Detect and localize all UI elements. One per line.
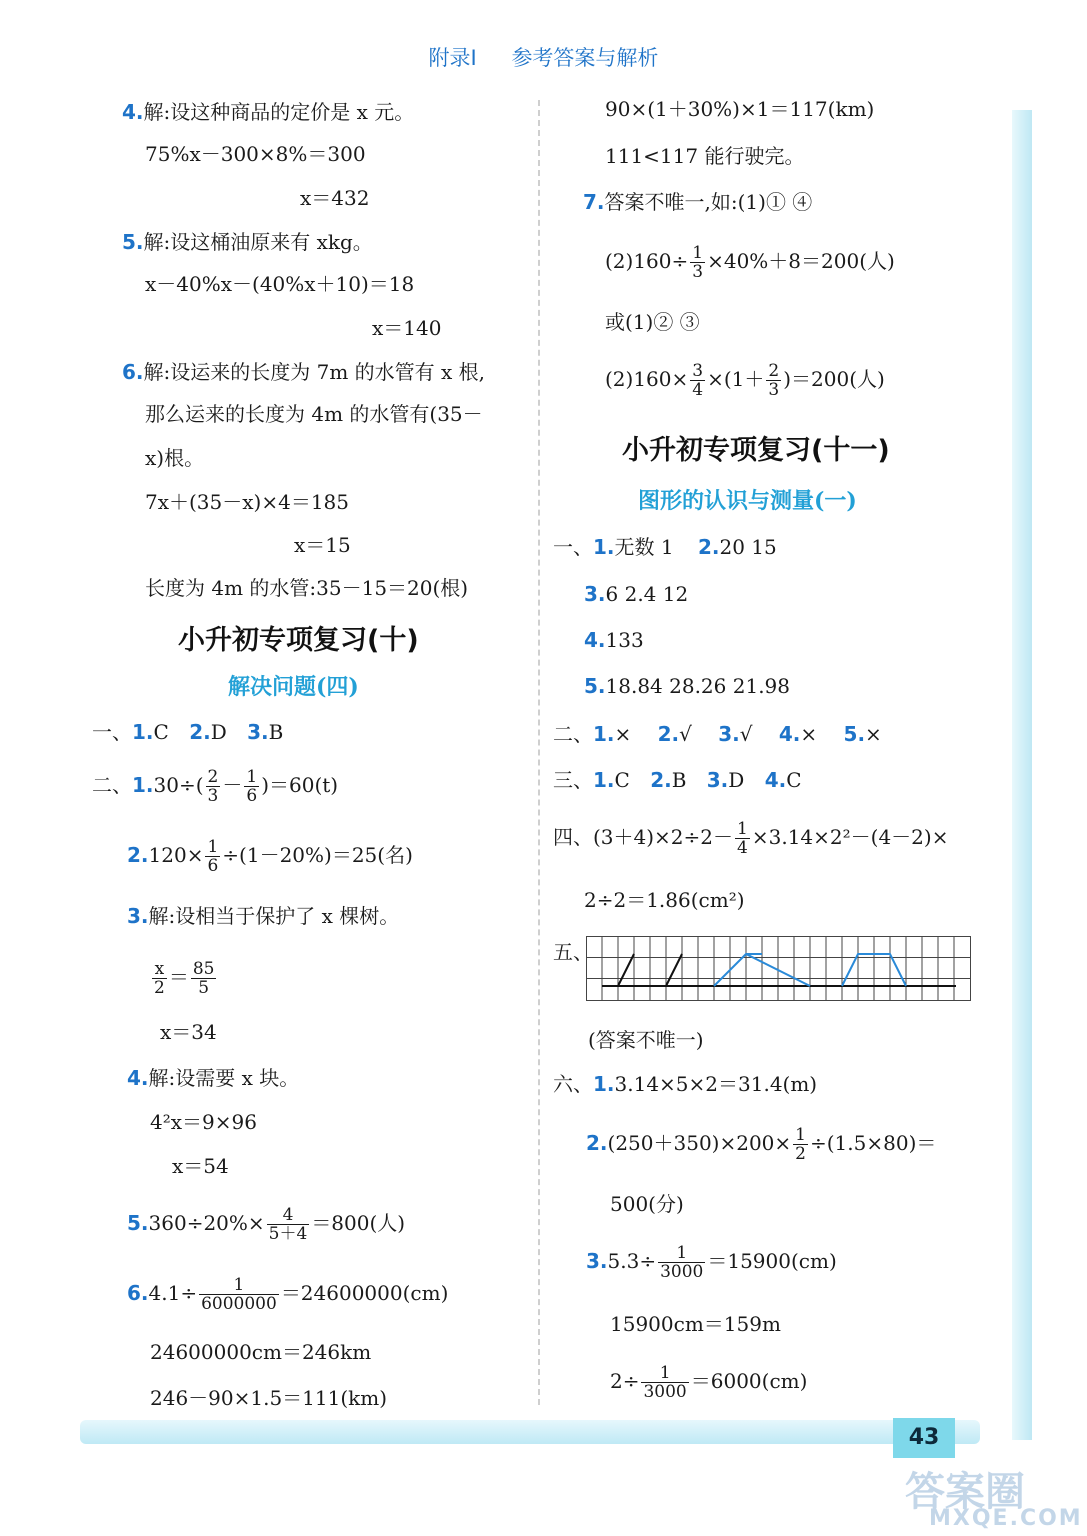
fraction: $\frac{85}{5}$ [192,959,215,998]
question-number: 4. [584,628,606,652]
right-part-three: 三、1.C 2.B 3.D 4.C [553,768,802,792]
fraction-equation: $\frac{x}{2}$ ＝ $\frac{85}{5}$ [154,959,215,998]
question-number: 5. [127,1211,149,1235]
left-part-two-q3: 3.解:设相当于保护了 x 棵树。 [127,904,400,928]
right-part-one-q4: 4.133 [584,628,644,652]
question-number: 2. [650,768,672,792]
answer-text: 2÷2＝1.86(cm²) [584,888,745,912]
right-part-one-q1: 一、1.无数 1 2.20 15 [553,535,777,559]
question-number: 2. [657,722,680,746]
left-part-two-q5: 5.360÷20%× $\frac{4}{5+4}$ ＝800(人) [127,1205,406,1244]
left-part-two-q2: 2.120× $\frac{1}{6}$ ÷(1－20%)＝25(名) [127,837,413,876]
answer-text: 500(分) [610,1192,684,1216]
fraction: $\frac{1}{6}$ [246,767,258,806]
question-number: 5. [584,674,606,698]
right-q7: 7.答案不唯一,如:(1)① ④ [583,190,813,214]
question-number: 1. [132,720,154,744]
question-number: 2. [586,1131,608,1155]
answer-note: (答案不唯一) [588,1028,704,1052]
answer-text: 75%x－300×8%＝300 [145,142,366,166]
section-title: 小升初专项复习(十) [178,625,419,656]
fraction: $\frac{3}{4}$ [692,361,704,400]
left-part-two-q6: 6.4.1÷ $\frac{1}{6000000}$ ＝24600000(cm) [127,1275,449,1314]
right-q7-line4: (2)160× $\frac{3}{4}$ ×(1＋ $\frac{2}{3}$ )＝200(人) [605,361,885,400]
answer-text: x＝54 [172,1154,229,1178]
answer-text: 24600000cm＝246km [150,1340,372,1364]
right-part-one-q5: 5.18.84 28.26 21.98 [584,674,790,698]
question-number: 5. [843,722,866,746]
question-number: 3. [586,1249,608,1273]
left-q4 [122,98,414,126]
answer-text: )＝60(t) [261,773,339,797]
grid-figure [586,936,972,1002]
header-title: 参考答案与解析 [511,46,659,70]
fraction: $\frac{1}{3000}$ [660,1243,704,1282]
part-label: 二、 [553,722,593,746]
answer-text: B [268,720,284,744]
right-part-six-q3: 3.5.3÷ $\frac{1}{3000}$ ＝15900(cm) [586,1243,837,1282]
appendix-label: 附录Ⅰ [428,46,477,70]
right-part-six-q1: 六、1.3.14×5×2＝31.4(m) [553,1072,818,1096]
fraction: $\frac{2}{3}$ [207,767,219,806]
question-number: 3. [706,768,729,792]
section-subtitle: 图形的认识与测量(一) [638,488,857,514]
fraction: $\frac{1}{3000}$ [643,1363,687,1402]
watermark-url: MXQE.COM [929,1506,1083,1531]
fraction: $\frac{1}{6000000}$ [201,1275,277,1314]
part-label: 五、 [553,940,593,964]
question-number: 3. [718,722,740,746]
page-number: 43 [893,1418,955,1458]
question-number: 3. [584,582,606,606]
watermark [895,1460,1085,1532]
question-number: 5. [122,230,144,254]
answer-text: 解:设这桶油原来有 xkg。 [143,230,373,254]
answer-text: 那么运来的长度为 4m 的水管有(35－ [145,402,483,426]
bottom-bar [80,1420,980,1444]
question-number: 3. [247,720,269,744]
question-number: 2. [127,843,149,867]
fraction: $\frac{4}{5+4}$ [268,1205,308,1244]
question-number: 1. [593,768,615,792]
right-part-six-q2: 2.(250＋350)×200× $\frac{1}{2}$ ÷(1.5×80)＝ [586,1125,937,1164]
answer-text: C [153,720,169,744]
question-number: 4. [764,768,787,792]
right-part-four: 四、(3＋4)×2÷2－ $\frac{1}{4}$ ×3.14×2²－(4－2)× [553,819,949,858]
question-number: 1. [593,535,615,559]
right-part-six-q3-line3: 2÷ $\frac{1}{3000}$ ＝6000(cm) [610,1363,808,1402]
left-q6 [122,358,485,386]
question-number: 2. [697,535,720,559]
answer-text: 15900cm＝159m [610,1312,781,1336]
right-part-two: 二、1.× 2.√ 3.√ 4.× 5.× [553,722,882,746]
column-divider [538,100,540,1405]
answer-text: 长度为 4m 的水管:35－15＝20(根) [145,576,469,600]
part-label: 一、 [553,535,593,559]
left-q5 [122,228,373,256]
section-title: 小升初专项复习(十一) [622,435,890,466]
part-label: 三、 [553,768,593,792]
page-edge-bar [1012,110,1032,1440]
answer-text: D [210,720,227,744]
watermark-text: 答案圈 [905,1469,1025,1515]
left-part-two-q4: 4.解:设需要 x 块。 [127,1066,300,1090]
answer-text: x－40%x－(40%x＋10)＝18 [145,272,415,296]
answer-text: x＝432 [300,186,370,210]
answer-text: x＝140 [372,316,442,340]
answer-text: 解:设运来的长度为 7m 的水管有 x 根, [143,360,486,384]
question-number: 1. [593,1072,615,1096]
left-part-two-q1: 二、1.30÷( $\frac{2}{3}$ － $\frac{1}{6}$ )＝60(t) [92,767,339,806]
fraction: $\frac{1}{2}$ [795,1125,806,1164]
answer-text: x＝34 [160,1020,217,1044]
fraction: $\frac{1}{4}$ [737,819,748,858]
question-number: 1. [132,773,154,797]
answer-text: 246－90×1.5＝111(km) [150,1386,388,1410]
fraction: $\frac{1}{6}$ [207,837,219,876]
fraction: $\frac{x}{2}$ [154,959,165,998]
answer-text: 7x＋(35－x)×4＝185 [145,490,349,514]
answer-text: 4²x＝9×96 [150,1110,257,1134]
fraction: $\frac{2}{3}$ [768,361,780,400]
answer-text: 解:设这种商品的定价是 x 元。 [143,100,415,124]
fraction: $\frac{1}{3}$ [692,243,704,282]
question-number: 1. [593,722,615,746]
part-label: 一、 [92,720,132,744]
question-number: 3. [127,904,149,928]
page-header [0,42,1087,72]
answer-text: 或(1)② ③ [605,310,700,334]
question-number: 2. [189,720,211,744]
question-number: 6. [122,360,144,384]
question-number: 6. [127,1281,149,1305]
part-label: 二、 [92,773,132,797]
section-subtitle: 解决问题(四) [228,674,359,700]
answer-text: 30÷( [153,773,204,797]
answer-text: 90×(1＋30%)×1＝117(km) [605,97,875,121]
left-part-one [92,718,283,746]
right-q7-line2: (2)160÷ $\frac{1}{3}$ ×40%＋8＝200(人) [605,243,895,282]
answer-text: x)根。 [145,446,205,470]
question-number: 4. [127,1066,149,1090]
answer-text: 111<117 能行驶完。 [605,144,805,168]
part-label: 六、 [553,1072,593,1096]
question-number: 4. [778,722,801,746]
question-number: 7. [583,190,605,214]
part-label: 四、 [553,825,593,849]
right-part-one-q3: 3.6 2.4 12 [584,582,689,606]
answer-text: x＝15 [294,533,351,557]
question-number: 4. [122,100,144,124]
